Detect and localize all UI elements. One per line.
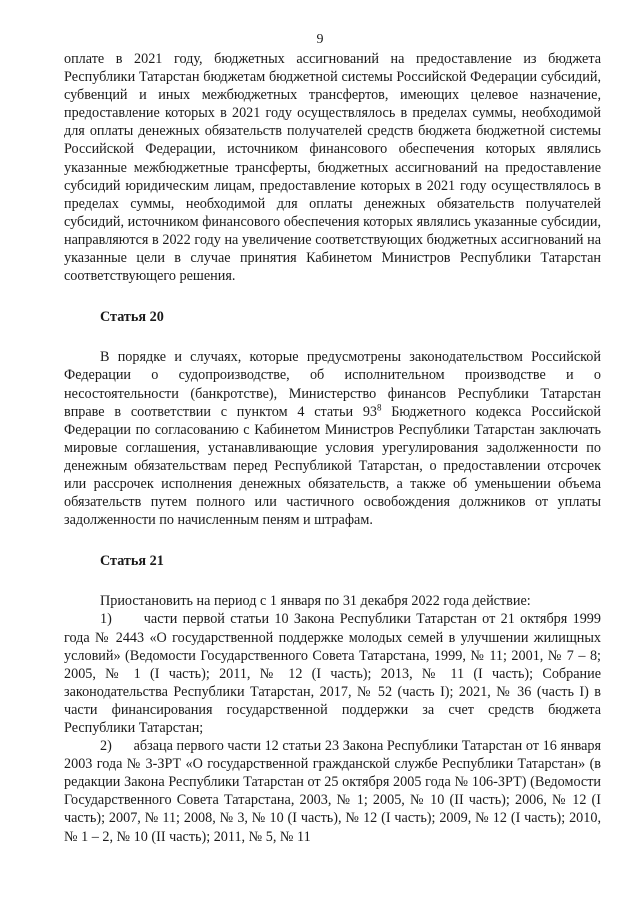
article-20-text-part-2: Бюджетного кодекса Российской Федерации по согласованию с Кабинетом Министров Республики Татарстан заключать мировые соглашения, устанавливающие условия урегулирования задолженности по денежным обязательствам перед Республикой Татарстан, о предоставлении отсрочек или рассрочек исполнения денежных обязательств, а также об уменьшении объема обязательств путем полного или частичного освобождения должников от уплаты задолженности по начисленным пеням и штрафам. [64,403,601,529]
article-20-heading: Статья 20 [100,309,164,326]
document-body [64,50,605,846]
page-number: 9 [316,32,324,47]
article-21-item-1: 1) части первой статьи 10 Закона Республики Татарстан от 21 октября 1999 года № 2443 «О государственной поддержке молодых семей в улучшении жилищных условий» (Ведомости Государственного Совета Татарстана, 1999, № 11; 2001, № 7 – 8; 2005, № 1 (I часть); 2011, № 12 (I часть); 2013, № 11 (I часть); Собрание законодательства Республики Татарстан, 2017, № 52 (часть I); 2021, № 36 (часть I) в части финансирования государственной поддержки за счет средств бюджета Республики Татарстан; [64,611,605,736]
article-21-heading: Статья 21 [100,553,164,570]
article-21-item-2: 2) абзаца первого части 12 статьи 23 Закона Республики Татарстан от 16 января 2003 года № 3-ЗРТ «О государственной гражданской службе Республики Татарстан» (в редакции Закона Республики Татарстан от 25 октября 2005 года № 106-ЗРТ) (Ведомости Государственного Совета Татарстана, 2003, № 1; 2005, № 10 (II часть); 2006, № 12 (I часть); 2007, № 11; 2008, № 3, № 10 (I часть), № 12 (I часть); 2009, № 12 (I часть); 2010, № 1 – 2, № 10 (II часть); 2011, № 5, № 11 [64,738,605,845]
article-20-paragraph [64,348,601,529]
article-20-text-part-1: В порядке и случаях, которые предусмотрены законодательством Российской Федерации о судопроизводстве, об исполнительном производстве и о несостоятельности (банкротстве), Министерство финансов Республики Татарстан вправе в соответствии с пунктом 4 статьи 93 [64,349,601,420]
article-20-superscript: 8 [377,401,382,412]
article-21-intro: Приостановить на период с 1 января по 31 декабря 2022 года действие: [100,593,531,610]
paragraph-continuation: оплате в 2021 году, бюджетных ассигнований на предоставление из бюджета Республики Татарстан бюджетам бюджетной системы Российской Федерации субсидий, субвенций и иных межбюджетных трансфертов, имеющих целевое назначение, предоставление которых в 2021 году осуществлялось в пределах суммы, необходимой для оплаты денежных обязательств получателей средств бюджета бюджетной системы Российской Федерации, источником финансового обеспечения которых являлись указанные межбюджетные трансферты, бюджетных ассигнований на предоставление субсидий юридическим лицам, предоставление которых в 2021 году осуществлялось в пределах суммы, необходимой для оплаты денежных обязательств получателей субсидий, источником финансового обеспечения которых являлись указанные субсидии, направляются в 2022 году на увеличение соответствующих бюджетных ассигнований на указанные цели в случае принятия Кабинетом Министров Республики Татарстан соответствующего решения. [64,51,601,285]
